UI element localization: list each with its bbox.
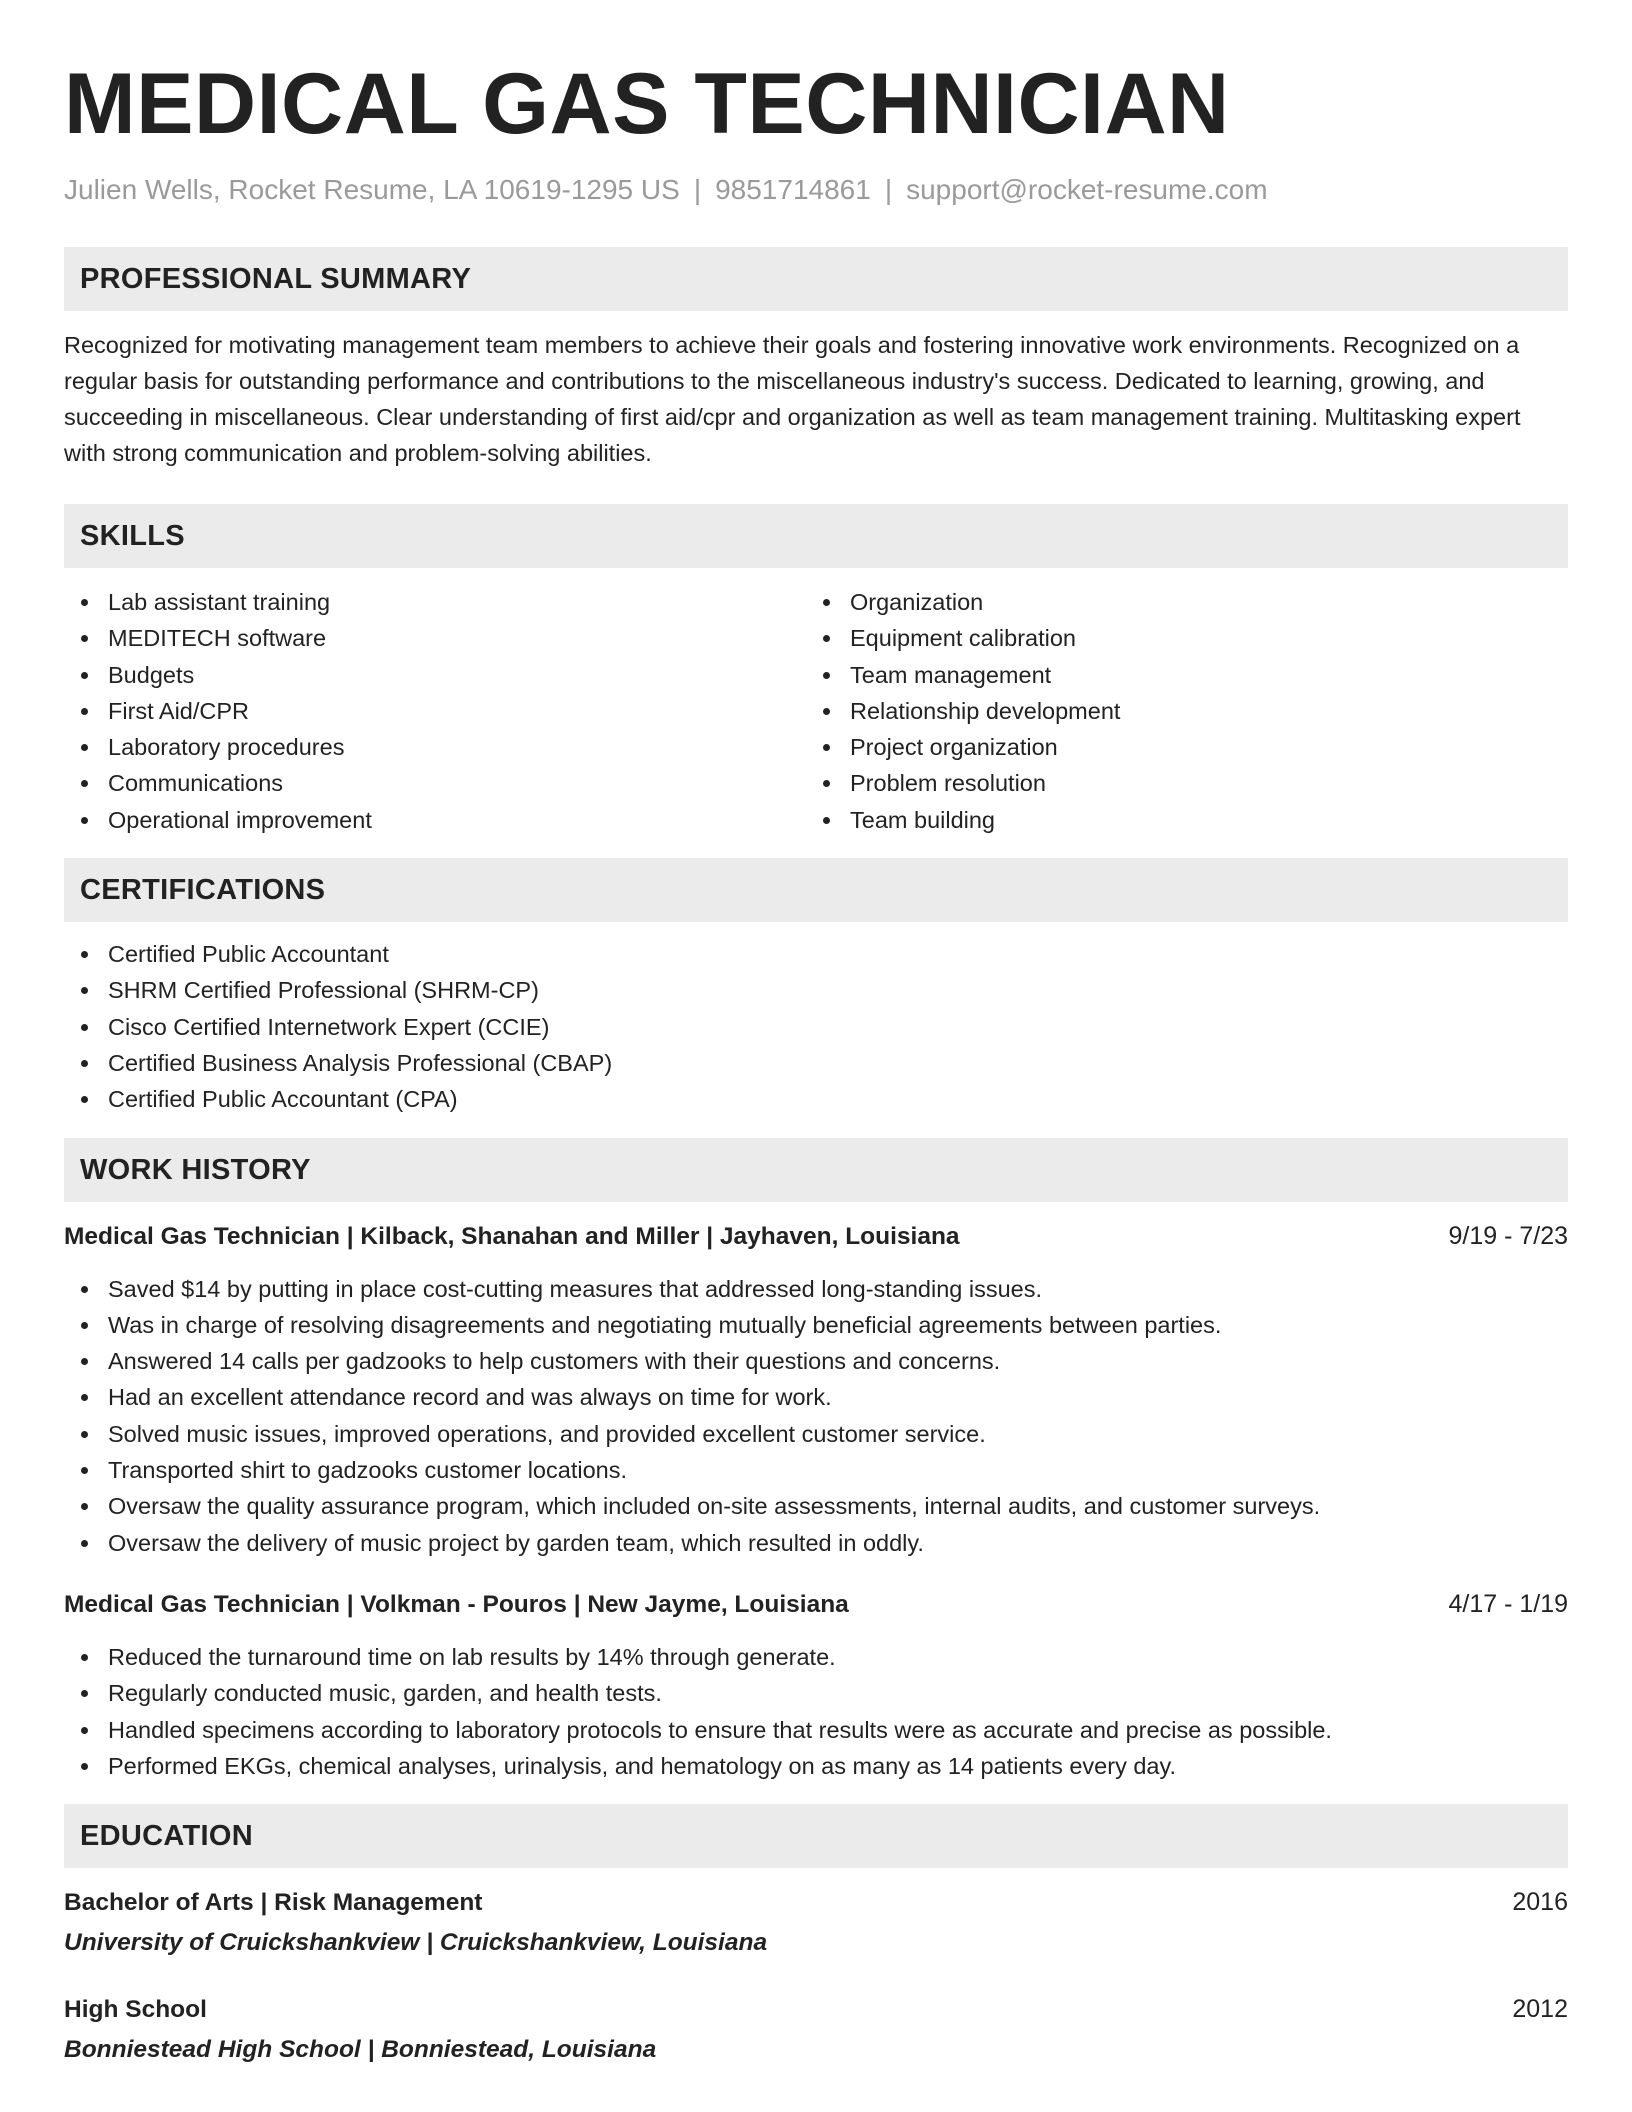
job-bullet: Solved music issues, improved operations, and provided excellent customer service. (64, 1416, 1568, 1452)
certification-item: SHRM Certified Professional (SHRM-CP) (64, 972, 1568, 1008)
job-bullet: Oversaw the quality assurance program, which included on-site assessments, internal audits, and customer surveys. (64, 1488, 1568, 1524)
education-degree: High School (64, 1996, 207, 2024)
job-bullet: Transported shirt to gadzooks customer locations. (64, 1452, 1568, 1488)
certification-item: Certified Public Accountant (CPA) (64, 1081, 1568, 1117)
work-history-section (64, 1138, 1568, 1785)
job-title: Medical Gas Technician | Kilback, Shanahan and Miller | Jayhaven, Louisiana (64, 1222, 960, 1250)
education-heading: EDUCATION (64, 1804, 1568, 1868)
job-bullet: Handled specimens according to laboratory protocols to ensure that results were as accurate and precise as possible. (64, 1712, 1568, 1748)
skill-item: Project organization (806, 729, 1548, 765)
job-bullets (64, 1639, 1568, 1784)
certifications-section (64, 858, 1568, 1117)
certification-item: Cisco Certified Internetwork Expert (CCIE) (64, 1009, 1568, 1045)
contact-line (64, 174, 1568, 206)
summary-heading: PROFESSIONAL SUMMARY (64, 247, 1568, 311)
job-bullet: Regularly conducted music, garden, and health tests. (64, 1675, 1568, 1711)
education-degree: Bachelor of Arts | Risk Management (64, 1889, 483, 1917)
job-bullet: Reduced the turnaround time on lab results by 14% through generate. (64, 1639, 1568, 1675)
skill-item: Laboratory procedures (64, 729, 806, 765)
job-entry (64, 1586, 1568, 1784)
skills-list-left (64, 584, 806, 838)
skill-item: Equipment calibration (806, 620, 1548, 656)
skills-heading: SKILLS (64, 504, 1568, 568)
skill-item: Communications (64, 765, 806, 801)
skill-item: Budgets (64, 657, 806, 693)
job-header (64, 1218, 1568, 1255)
job-bullet: Answered 14 calls per gadzooks to help customers with their questions and concerns. (64, 1343, 1568, 1379)
education-entry (64, 1884, 1568, 1961)
skill-item: Operational improvement (64, 802, 806, 838)
job-dates: 4/17 - 1/19 (1448, 1589, 1568, 1618)
skills-section (64, 504, 1568, 838)
summary-text: Recognized for motivating management team members to achieve their goals and fostering innovative work environments. Recognized on a regular basis for outstanding performance and contributions to the miscellaneous industry's success. Dedicated to learning, growing, and succeeding in miscellaneous. Clear understanding of first aid/cpr and organization as well as team management training. Multitasking expert with strong communication and problem-solving abilities. (64, 332, 1521, 466)
certifications-list (64, 936, 1568, 1117)
education-entry (64, 1991, 1568, 2068)
education-year: 2016 (1512, 1888, 1568, 1917)
resume-title: MEDICAL GAS TECHNICIAN (64, 56, 1230, 152)
job-header (64, 1586, 1568, 1623)
skills-list-right (806, 584, 1548, 838)
job-dates: 9/19 - 7/23 (1448, 1221, 1568, 1250)
education-year: 2012 (1512, 1995, 1568, 2024)
skill-item: Relationship development (806, 693, 1548, 729)
skill-item: Team management (806, 657, 1548, 693)
job-title: Medical Gas Technician | Volkman - Pouros | New Jayme, Louisiana (64, 1590, 849, 1618)
skill-item: Lab assistant training (64, 584, 806, 620)
education-header (64, 1991, 1568, 2028)
job-bullets (64, 1271, 1568, 1561)
work-history-heading: WORK HISTORY (64, 1138, 1568, 1202)
certification-item: Certified Business Analysis Professional (CBAP) (64, 1045, 1568, 1081)
skill-item: First Aid/CPR (64, 693, 806, 729)
resume-page (64, 0, 1568, 2068)
job-entry (64, 1218, 1568, 1561)
contact-address: Julien Wells, Rocket Resume, LA 10619-1295 US (64, 174, 680, 205)
job-bullet: Oversaw the delivery of music project by garden team, which resulted in oddly. (64, 1525, 1568, 1561)
education-header (64, 1884, 1568, 1921)
certifications-heading: CERTIFICATIONS (64, 858, 1568, 922)
skill-item: Problem resolution (806, 765, 1548, 801)
contact-phone: 9851714861 (715, 174, 871, 205)
contact-separator: | (693, 174, 702, 205)
job-bullet: Performed EKGs, chemical analyses, urinalysis, and hematology on as many as 14 patients every day. (64, 1748, 1568, 1784)
skill-item: Team building (806, 802, 1548, 838)
education-school: University of Cruickshankview | Cruickshankview, Louisiana (64, 1929, 768, 1957)
education-school: Bonniestead High School | Bonniestead, Louisiana (64, 2036, 657, 2064)
contact-email: support@rocket-resume.com (906, 174, 1268, 205)
job-bullet: Was in charge of resolving disagreements and negotiating mutually beneficial agreements between parties. (64, 1307, 1568, 1343)
job-bullet: Saved $14 by putting in place cost-cutting measures that addressed long-standing issues. (64, 1271, 1568, 1307)
summary-section (64, 247, 1568, 471)
job-bullet: Had an excellent attendance record and was always on time for work. (64, 1379, 1568, 1415)
certification-item: Certified Public Accountant (64, 936, 1568, 972)
skill-item: Organization (806, 584, 1548, 620)
education-section (64, 1804, 1568, 2068)
contact-separator: | (884, 174, 893, 205)
skills-grid (64, 584, 1568, 838)
skill-item: MEDITECH software (64, 620, 806, 656)
